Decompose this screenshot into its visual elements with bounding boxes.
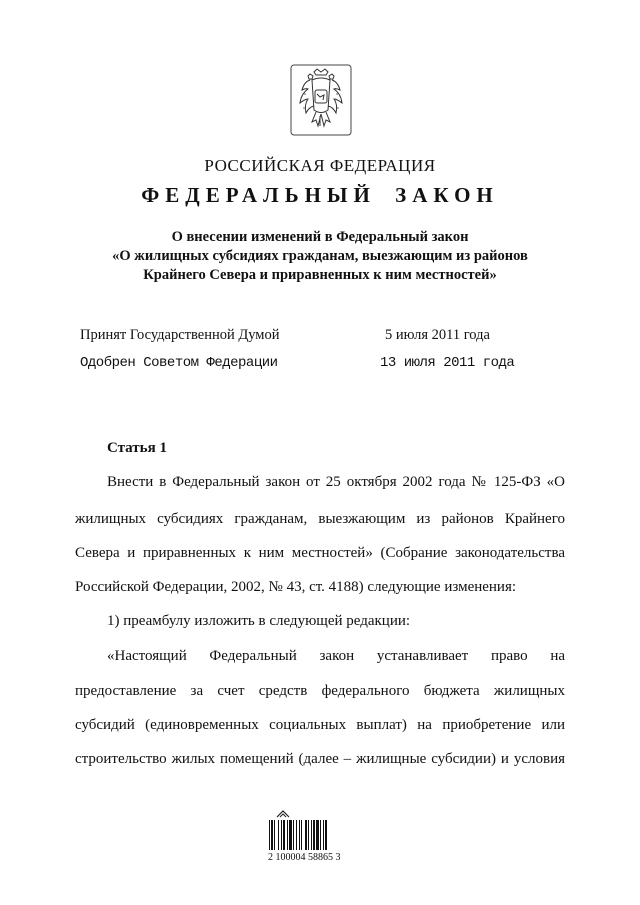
article-text-line: строительство жилых помещений (далее – жилищные субсидии) и условия bbox=[75, 751, 565, 767]
law-title-line: «О жилищных субсидиях гражданам, выезжающим из районов bbox=[112, 248, 528, 264]
printer-mark-icon bbox=[276, 810, 290, 818]
barcode-icon bbox=[268, 820, 358, 850]
country-heading: РОССИЙСКАЯ ФЕДЕРАЦИЯ bbox=[204, 156, 436, 175]
duma-adoption-date: 5 июля 2011 года bbox=[385, 327, 490, 343]
article-heading: Статья 1 bbox=[107, 440, 167, 456]
law-title bbox=[60, 228, 580, 285]
law-title-line: Крайнего Севера и приравненных к ним местностей» bbox=[143, 267, 497, 283]
duma-adoption-label: Принят Государственной Думой bbox=[80, 327, 280, 343]
article-text-line: 1) преамбулу изложить в следующей редакции: bbox=[107, 613, 411, 629]
article-text-line: Российской Федерации, 2002, № 43, ст. 4188) следующие изменения: bbox=[75, 579, 517, 595]
document-type-heading: ФЕДЕРАЛЬНЫЙ ЗАКОН bbox=[141, 183, 499, 207]
article-text-line: «Настоящий Федеральный закон устанавливает право на bbox=[107, 648, 565, 664]
article-text-line: субсидий (единовременных социальных выплат) на приобретение или bbox=[75, 717, 565, 733]
article-text-line: Внести в Федеральный закон от 25 октября 2002 года № 125-ФЗ «О bbox=[107, 474, 565, 490]
coat-of-arms-emblem bbox=[290, 64, 352, 136]
council-approval-date: 13 июля 2011 года bbox=[380, 355, 515, 371]
article-text-line: предоставление за счет средств федерального бюджета жилищных bbox=[75, 683, 565, 699]
article-text-line: Севера и приравненных к ним местностей» (Собрание законодательства bbox=[75, 545, 565, 561]
council-approval-label: Одобрен Советом Федерации bbox=[80, 355, 278, 371]
law-title-line: О внесении изменений в Федеральный закон bbox=[171, 229, 469, 245]
article-text-line: жилищных субсидиях гражданам, выезжающим из районов Крайнего bbox=[75, 511, 565, 527]
barcode-number: 2 100004 58865 3 bbox=[268, 852, 341, 863]
